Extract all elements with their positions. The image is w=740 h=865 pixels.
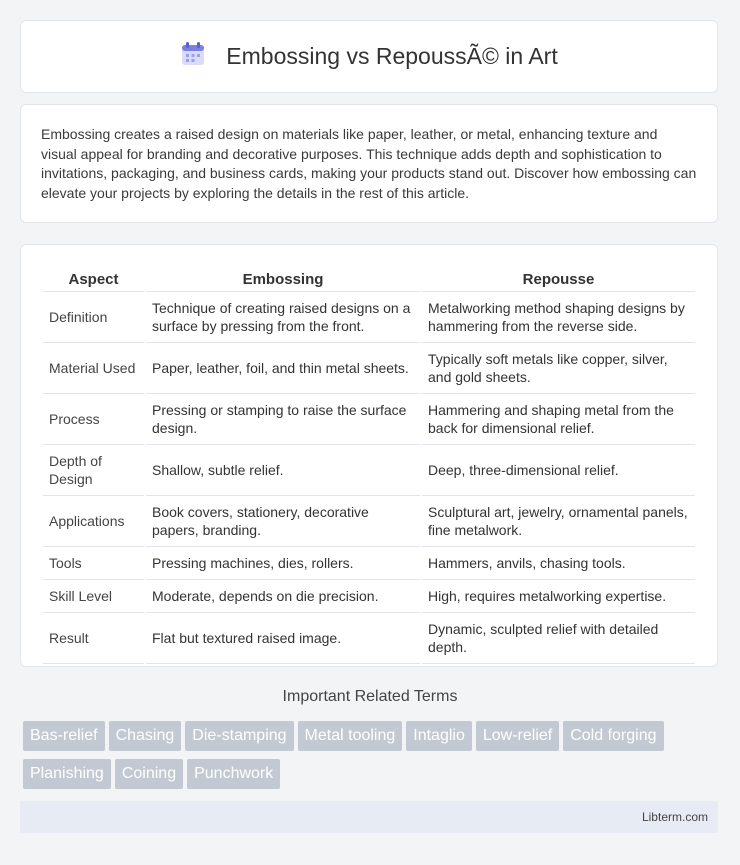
cell-aspect: Tools: [43, 547, 144, 580]
related-terms-title: Important Related Terms: [282, 688, 458, 705]
term-tag[interactable]: Metal tooling: [298, 721, 403, 751]
header-repousse: Repousse: [422, 265, 695, 292]
cell-aspect: Applications: [43, 496, 144, 547]
title-card: [20, 20, 718, 93]
cell-embossing: Paper, leather, foil, and thin metal sheets.: [146, 343, 420, 394]
cell-repousse: High, requires metalworking expertise.: [422, 580, 695, 613]
term-tag[interactable]: Planishing: [23, 759, 111, 789]
table-row: [43, 547, 695, 580]
cell-aspect: Process: [43, 394, 144, 445]
cell-repousse: Hammers, anvils, chasing tools.: [422, 547, 695, 580]
term-tag[interactable]: Low-relief: [476, 721, 559, 751]
term-tag[interactable]: Bas-relief: [23, 721, 105, 751]
cell-aspect: Definition: [43, 292, 144, 343]
intro-text: Embossing creates a raised design on materials like paper, leather, or metal, enhancing texture and visual appeal for branding and decorative purposes. This technique adds depth and sophistication to invitations, packaging, and business cards, making your products stand out. Discover how embossing can elevate your projects by exploring the details in the rest of this article.: [41, 126, 697, 201]
term-tag[interactable]: Coining: [115, 759, 183, 789]
comparison-table: [41, 265, 697, 664]
intro-card: [20, 104, 718, 223]
footer: [20, 801, 718, 833]
cell-aspect: Result: [43, 613, 144, 664]
cell-embossing: Book covers, stationery, decorative papers, branding.: [146, 496, 420, 547]
table-row: [43, 343, 695, 394]
cell-repousse: Hammering and shaping metal from the back for dimensional relief.: [422, 394, 695, 445]
cell-aspect: Depth of Design: [43, 445, 144, 496]
cell-repousse: Metalworking method shaping designs by hammering from the reverse side.: [422, 292, 695, 343]
cell-embossing: Pressing or stamping to raise the surface design.: [146, 394, 420, 445]
term-tag[interactable]: Punchwork: [187, 759, 280, 789]
cell-aspect: Material Used: [43, 343, 144, 394]
table-row: [43, 613, 695, 664]
footer-brand-link[interactable]: Libterm.com: [641, 810, 708, 824]
table-row: [43, 445, 695, 496]
cell-embossing: Moderate, depends on die precision.: [146, 580, 420, 613]
term-tag[interactable]: Cold forging: [563, 721, 663, 751]
cell-embossing: Shallow, subtle relief.: [146, 445, 420, 496]
term-tag[interactable]: Die-stamping: [185, 721, 293, 751]
cell-repousse: Deep, three-dimensional relief.: [422, 445, 695, 496]
header-embossing: Embossing: [146, 265, 420, 292]
cell-aspect: Skill Level: [43, 580, 144, 613]
cell-embossing: Flat but textured raised image.: [146, 613, 420, 664]
cell-embossing: Pressing machines, dies, rollers.: [146, 547, 420, 580]
table-header-row: [43, 265, 695, 292]
table-row: [43, 292, 695, 343]
table-row: [43, 394, 695, 445]
table-row: [43, 496, 695, 547]
comparison-card: [20, 244, 718, 667]
cell-repousse: Dynamic, sculpted relief with detailed depth.: [422, 613, 695, 664]
cell-repousse: Sculptural art, jewelry, ornamental panels, fine metalwork.: [422, 496, 695, 547]
related-terms-list: [23, 721, 723, 797]
cell-embossing: Technique of creating raised designs on a surface by pressing from the front.: [146, 292, 420, 343]
term-tag[interactable]: Chasing: [109, 721, 182, 751]
calendar-icon: [180, 41, 206, 72]
page-title: Embossing vs RepoussÃ© in Art: [226, 43, 558, 69]
header-aspect: Aspect: [43, 265, 144, 292]
cell-repousse: Typically soft metals like copper, silver, and gold sheets.: [422, 343, 695, 394]
table-row: [43, 580, 695, 613]
term-tag[interactable]: Intaglio: [406, 721, 472, 751]
